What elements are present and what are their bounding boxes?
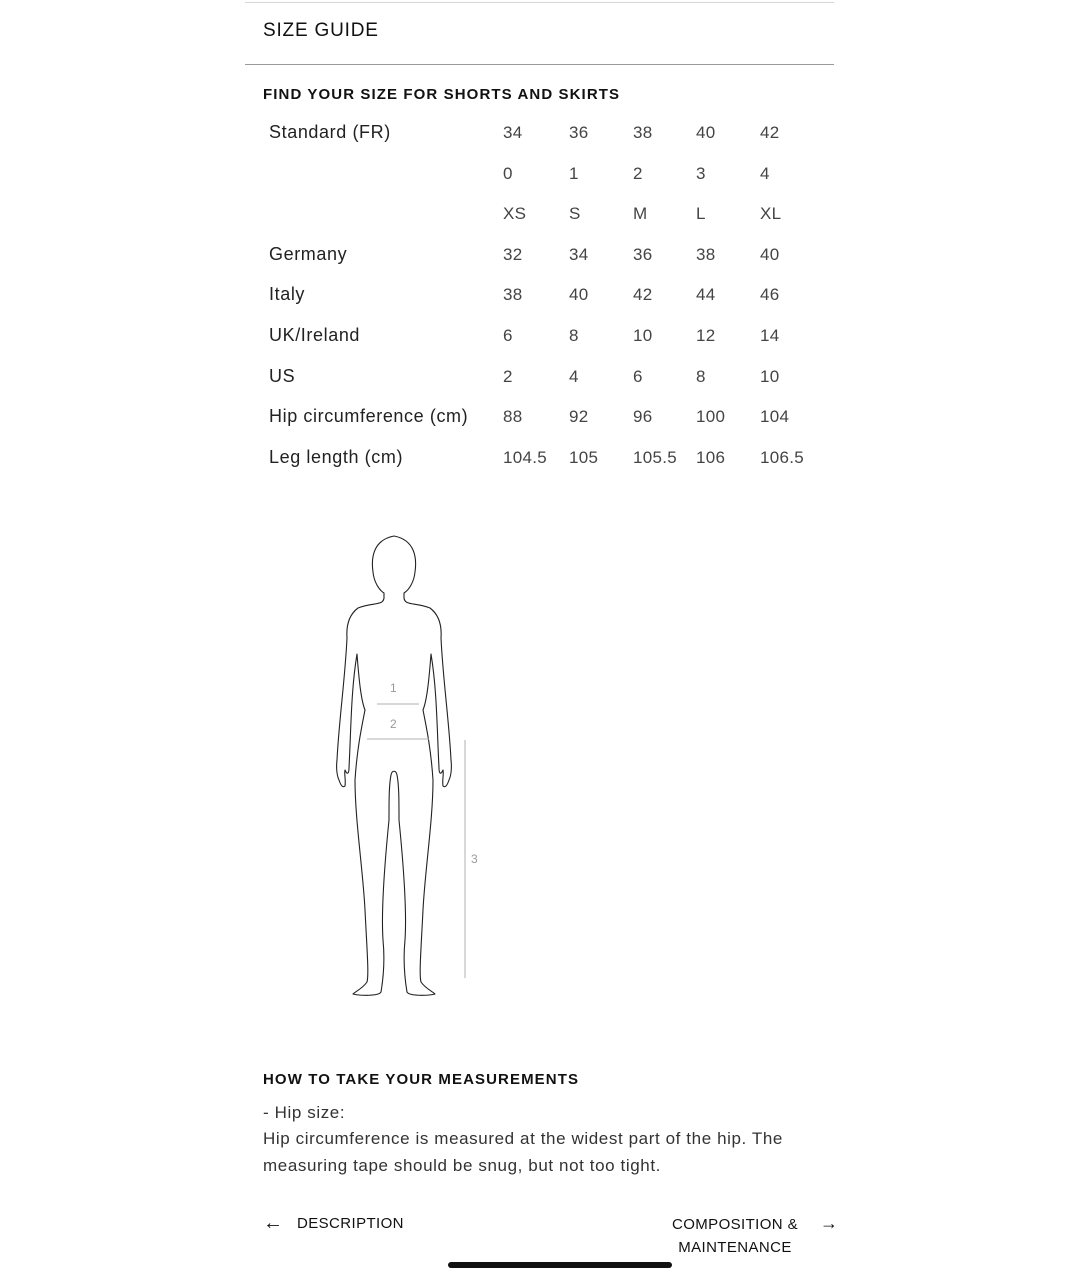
table-cell: 38 xyxy=(633,123,653,142)
table-cell: S xyxy=(569,204,581,224)
next-label-line1: COMPOSITION & xyxy=(671,1216,799,1233)
table-cell: 46 xyxy=(760,285,780,305)
row-label: Standard (FR) xyxy=(269,122,391,142)
crotch-line xyxy=(391,771,397,775)
table-cell: 36 xyxy=(569,123,589,142)
table-cell: 42 xyxy=(760,123,780,142)
table-cell: 3 xyxy=(696,163,706,183)
body-outline-right xyxy=(372,536,441,638)
table-cell: 8 xyxy=(569,325,579,345)
table-cell: 38 xyxy=(696,244,716,264)
table-cell: 0 xyxy=(503,163,513,183)
table-row xyxy=(269,236,829,277)
table-cell: 40 xyxy=(696,123,716,142)
table-cell: 106 xyxy=(696,447,726,467)
size-table-heading: FIND YOUR SIZE FOR SHORTS AND SKIRTS xyxy=(263,86,621,103)
table-cell: 14 xyxy=(760,325,780,345)
top-divider xyxy=(245,2,834,3)
size-table xyxy=(269,114,829,479)
table-cell: 12 xyxy=(696,325,716,345)
arrow-right-icon: → xyxy=(820,1213,838,1233)
page-title: SIZE GUIDE xyxy=(263,20,379,41)
size-guide-panel xyxy=(245,0,838,1280)
hip-size-text-line2: measuring tape should be snug, but not too tight. xyxy=(263,1156,661,1175)
body-figure xyxy=(325,530,575,1010)
table-cell: 100 xyxy=(696,407,726,427)
table-cell: 32 xyxy=(503,244,523,264)
table-row xyxy=(269,276,829,317)
title-divider xyxy=(245,64,834,65)
table-cell: 10 xyxy=(760,366,780,386)
marker-1: 1 xyxy=(390,681,397,695)
table-cell: L xyxy=(696,204,706,224)
table-cell: 6 xyxy=(503,325,513,345)
table-cell: 6 xyxy=(633,366,643,386)
table-cell: 1 xyxy=(569,163,579,183)
hip-size-title: - Hip size: xyxy=(263,1103,346,1122)
table-cell: 2 xyxy=(633,163,643,183)
table-cell: 104 xyxy=(760,407,790,427)
table-cell: 8 xyxy=(696,366,706,386)
row-label: Germany xyxy=(269,243,348,264)
row-label: US xyxy=(269,365,296,386)
table-cell: 105 xyxy=(569,447,599,467)
hip-size-text-line1: Hip circumference is measured at the widest part of the hip. The xyxy=(263,1129,783,1148)
table-cell: 106.5 xyxy=(760,447,805,467)
table-cell: 34 xyxy=(503,123,523,142)
measurements-heading: HOW TO TAKE YOUR MEASUREMENTS xyxy=(263,1071,580,1088)
table-cell: 42 xyxy=(633,285,653,305)
row-label: Leg length (cm) xyxy=(269,446,404,467)
table-cell: 92 xyxy=(569,407,589,427)
table-cell: 40 xyxy=(760,244,780,264)
table-cell: 105.5 xyxy=(633,447,678,467)
marker-3: 3 xyxy=(471,852,478,866)
table-cell: 40 xyxy=(569,285,589,305)
table-cell: XS xyxy=(503,204,527,224)
marker-2: 2 xyxy=(390,717,397,731)
body-outline-illustration xyxy=(325,530,575,1010)
table-row xyxy=(269,358,829,399)
prev-description-link[interactable] xyxy=(263,1213,404,1233)
next-composition-link[interactable] xyxy=(665,1213,838,1259)
prev-label: DESCRIPTION xyxy=(297,1214,404,1232)
right-leg xyxy=(397,654,439,995)
left-arm xyxy=(337,638,349,787)
home-indicator[interactable] xyxy=(448,1262,672,1268)
table-cell: M xyxy=(633,204,648,224)
table-cell: 4 xyxy=(760,163,770,183)
table-cell: 4 xyxy=(569,366,579,386)
body-outline-left xyxy=(347,572,384,638)
table-row xyxy=(269,155,829,196)
table-row xyxy=(269,195,829,236)
table-cell: 96 xyxy=(633,407,653,427)
arrow-left-icon: ← xyxy=(263,1212,283,1234)
row-label: Italy xyxy=(269,284,306,305)
table-cell: 36 xyxy=(633,244,653,264)
left-leg xyxy=(349,654,391,995)
table-row xyxy=(269,398,829,439)
table-cell: 10 xyxy=(633,325,653,345)
next-label xyxy=(665,1213,805,1259)
row-label: Hip circumference (cm) xyxy=(269,406,469,427)
right-arm xyxy=(439,638,451,787)
table-cell: 104.5 xyxy=(503,447,548,467)
table-cell: 2 xyxy=(503,366,513,386)
next-label-line2: MAINTENANCE xyxy=(678,1239,792,1256)
table-cell: 88 xyxy=(503,407,523,427)
table-cell: XL xyxy=(760,204,782,224)
table-cell: 34 xyxy=(569,244,589,264)
table-row xyxy=(269,317,829,358)
table-cell: 44 xyxy=(696,285,716,305)
table-cell: 38 xyxy=(503,285,523,305)
table-row xyxy=(269,439,829,480)
table-row xyxy=(269,114,829,155)
row-label: UK/Ireland xyxy=(269,324,361,345)
